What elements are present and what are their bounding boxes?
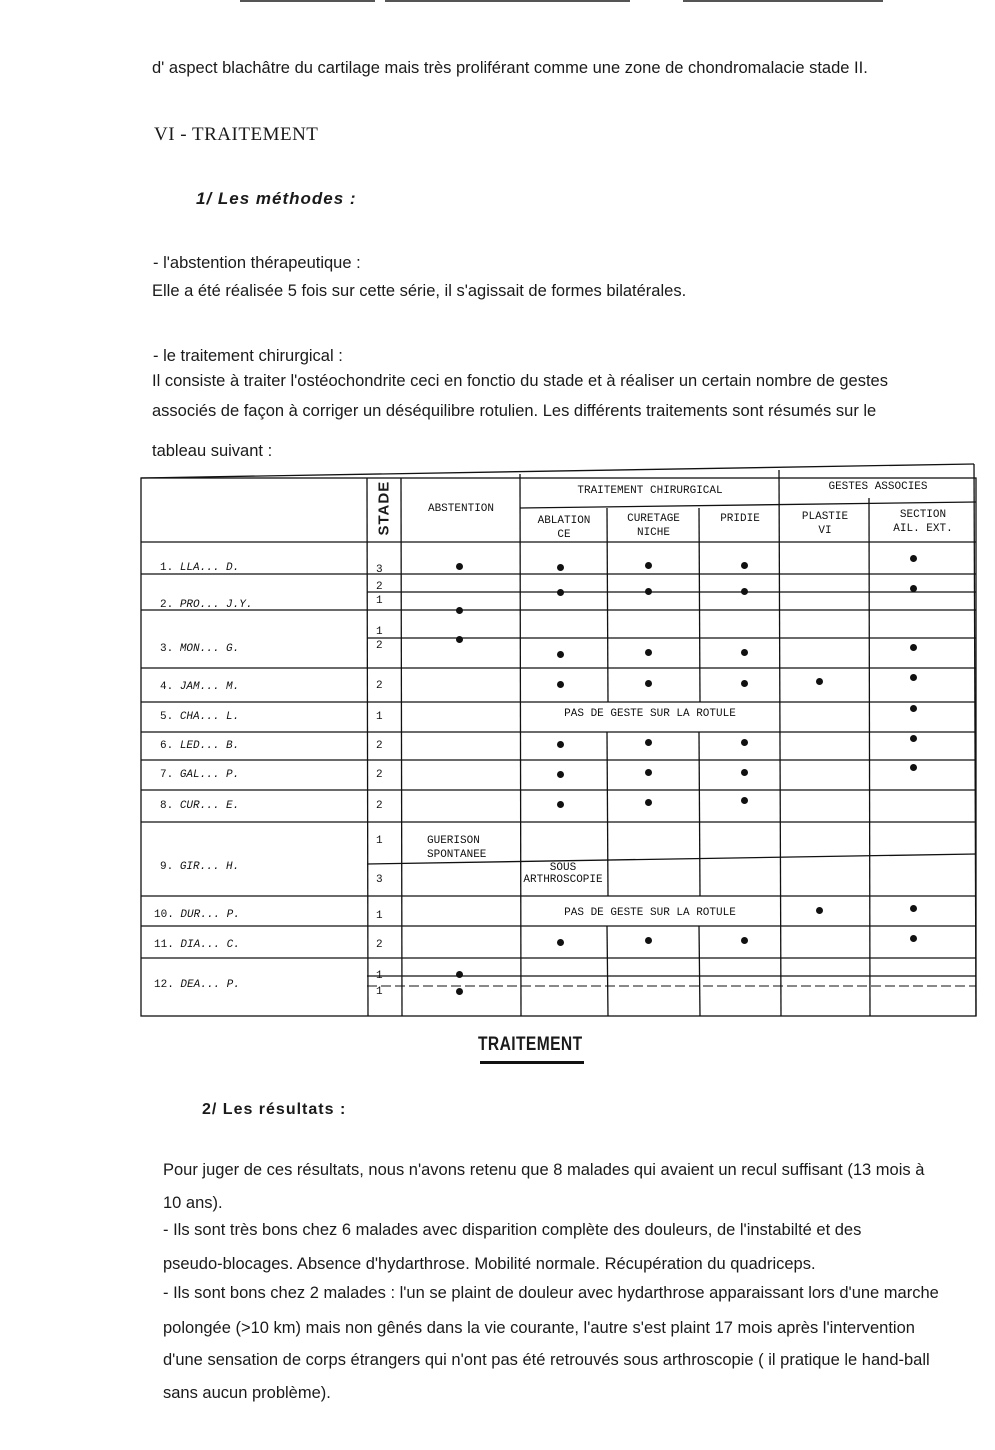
mark-dot [910,674,917,681]
results-line: d'une sensation de corps étrangers qui n'ont pas été retrouvés sous arthroscopie ( il pratique le hand-ball [163,1351,930,1369]
mark-dot [645,680,652,687]
results-line: sans aucun problème). [163,1384,331,1402]
mark-dot [910,585,917,592]
patient-name: CUR... E. [179,800,240,812]
header-section [870,508,976,536]
patient-num: 2. [160,599,174,611]
stade-value: 2 [376,640,383,652]
surgical-line: tableau suivant : [152,442,273,460]
treatment-table [140,462,978,1018]
patient-name: PRO... J.Y. [179,599,253,611]
abstention-text: Elle a été réalisée 5 fois sur cette série, il s'agissait de formes bilatérales. [152,282,687,300]
patient-num: 7. [160,769,174,781]
stade-value: 2 [376,769,383,781]
patient-num: 6. [160,740,174,752]
mark-dot [741,937,748,944]
mark-dot [557,801,564,808]
stade-value: 1 [376,626,383,638]
patient-row-label [160,768,239,782]
patient-row-label [160,642,239,656]
surgical-title: - le traitement chirurgical : [153,347,343,365]
mark-dot [645,739,652,746]
no-gesture-note: PAS DE GESTE SUR LA ROTULE [564,708,736,720]
mark-dot [456,607,463,614]
patient-row-label [160,710,239,724]
stade-value: 1 [376,910,383,922]
results-title: 2/ Les résultats : [202,1101,347,1118]
mark-dot [816,678,823,685]
patient-row-label [160,680,239,694]
patient-name: LED... B. [179,740,240,752]
mark-dot [557,741,564,748]
patient-name: CHA... L. [179,711,240,723]
header-traitement-chirurgical: TRAITEMENT CHIRURGICAL [577,485,723,497]
mark-dot [910,555,917,562]
header-section-line1: SECTION [899,509,947,521]
patient-name: MON... G. [179,643,240,655]
sous-line2: ARTHROSCOPIE [523,874,603,886]
top-rule [385,0,630,2]
patient-num: 3. [160,643,174,655]
guerison-line1: GUERISON [427,835,480,847]
patient-name: LLA... D. [179,562,240,574]
stade-value: 3 [376,874,383,886]
top-rule [683,0,883,2]
mark-dot [557,771,564,778]
results-line: pseudo-blocages. Absence d'hydarthrose. Mobilité normale. Récupération du quadriceps. [163,1255,816,1273]
results-line: Pour juger de ces résultats, nous n'avons retenu que 8 malades qui avaient un recul suffisant (13 mois à [163,1161,925,1179]
table-caption: TRAITEMENT [478,1034,583,1055]
table-caption-underline [480,1061,584,1064]
stade-value: 1 [376,835,383,847]
patient-row-label [160,799,239,813]
mark-dot [645,799,652,806]
mark-dot [910,705,917,712]
table-grid [140,462,978,1018]
patient-num: 9. [160,861,174,873]
mark-dot [741,797,748,804]
mark-dot [910,905,917,912]
mark-dot [741,562,748,569]
mark-dot [645,588,652,595]
mark-dot [557,939,564,946]
mark-dot [910,935,917,942]
stade-value: 1 [376,986,383,998]
mark-dot [910,735,917,742]
sous-line1: SOUS [549,862,577,874]
header-plastie-line1: PLASTIE [801,511,849,523]
stade-value: 2 [376,939,383,951]
header-plastie-line2: VI [818,525,832,537]
stade-value: 2 [376,680,383,692]
stade-value: 1 [376,595,383,607]
mark-dot [557,589,564,596]
stade-value: 2 [376,581,383,593]
header-section-line2: AIL. EXT. [893,523,953,535]
sous-arthroscopie-note [514,862,612,886]
header-ablation-line1: ABLATION [537,515,591,527]
mark-dot [741,588,748,595]
mark-dot [910,764,917,771]
mark-dot [816,907,823,914]
mark-dot [456,988,463,995]
stade-value: 2 [376,800,383,812]
patient-row-label [160,598,252,612]
header-ablation [521,514,607,542]
stade-value: 1 [376,711,383,723]
mark-dot [557,681,564,688]
results-line: - Ils sont très bons chez 6 malades avec disparition complète des douleurs, de l'instabilté et des [163,1221,862,1239]
header-gestes-associes: GESTES ASSOCIES [828,481,928,493]
guerison-line2: SPONTANEE [427,849,487,861]
intro-line: d' aspect blachâtre du cartilage mais très proliférant comme une zone de chondromalacie stade II. [152,59,868,77]
mark-dot [645,937,652,944]
header-curetage-line2: NICHE [636,527,670,539]
mark-dot [645,649,652,656]
header-plastie [780,510,870,538]
mark-dot [645,562,652,569]
no-gesture-note: PAS DE GESTE SUR LA ROTULE [564,907,736,919]
patient-row-label [160,561,239,575]
header-abstention: ABSTENTION [427,503,494,515]
patient-num: 4. [160,681,174,693]
mark-dot [456,563,463,570]
top-rule [240,0,375,2]
patient-row-label [160,860,239,874]
patient-name: DEA... P. [180,979,240,991]
mark-dot [557,564,564,571]
section-title: VI - TRAITEMENT [154,124,319,145]
mark-dot [557,651,564,658]
patient-num: 10. [154,909,174,921]
patient-name: DIA... C. [180,939,240,951]
header-stade: STADE [375,480,393,536]
mark-dot [645,769,652,776]
mark-dot [741,739,748,746]
mark-dot [741,680,748,687]
guerison-note [427,834,517,862]
results-line: 10 ans). [163,1194,223,1212]
header-curetage-line1: CURETAGE [627,513,680,525]
mark-dot [741,769,748,776]
header-curetage [608,512,699,540]
patient-row-label [154,978,240,992]
patient-row-label [160,739,239,753]
patient-name: GIR... H. [179,861,240,873]
mark-dot [456,971,463,978]
mark-dot [456,636,463,643]
surgical-line: associés de façon à corriger un déséquilibre rotulien. Les différents traitements sont résumés sur le [152,402,877,420]
patient-row-label [154,938,240,952]
stade-value: 1 [376,970,383,982]
patient-name: GAL... P. [179,769,240,781]
methods-title: 1/ Les méthodes : [196,189,357,208]
results-line: - Ils sont bons chez 2 malades : l'un se plaint de douleur avec hydarthrose apparaissant lors d'une marche [163,1284,939,1302]
patient-name: DUR... P. [180,909,240,921]
patient-name: JAM... M. [179,681,240,693]
patient-num: 8. [160,800,174,812]
header-pridie: PRIDIE [720,513,760,525]
patient-row-label [154,908,240,922]
stade-value: 3 [376,564,383,576]
mark-dot [741,649,748,656]
patient-num: 5. [160,711,174,723]
mark-dot [910,644,917,651]
header-ablation-line2: CE [557,529,571,541]
patient-num: 11. [154,939,174,951]
results-line: polongée (>10 km) mais non gênés dans la vie courante, l'autre s'est plaint 17 mois après l'intervention [163,1319,915,1337]
abstention-title: - l'abstention thérapeutique : [153,254,361,272]
surgical-line: Il consiste à traiter l'ostéochondrite ceci en fonctio du stade et à réaliser un certain nombre de gestes [152,372,888,390]
patient-num: 1. [160,562,174,574]
patient-num: 12. [154,979,174,991]
stade-value: 2 [376,740,383,752]
